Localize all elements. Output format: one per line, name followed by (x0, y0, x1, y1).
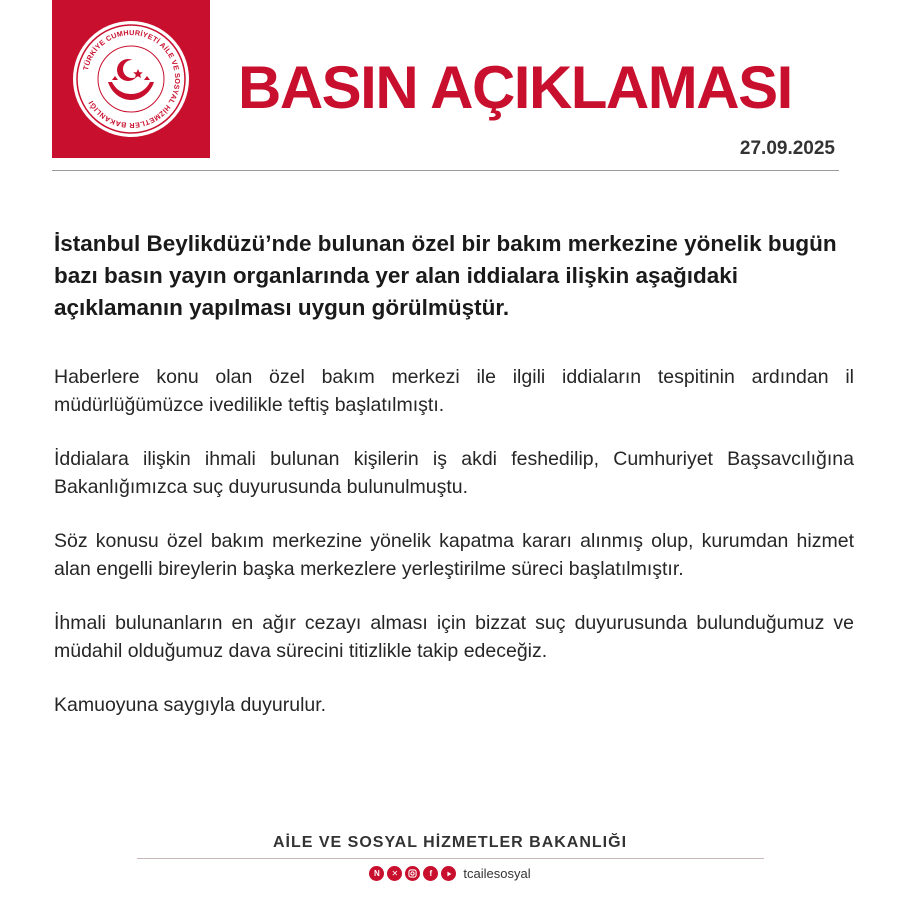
footer-ministry-name: AİLE VE SOSYAL HİZMETLER BAKANLIĞI (272, 834, 628, 851)
youtube-icon[interactable] (441, 866, 456, 881)
paragraph-criminal-complaint: İddialara ilişkin ihmali bulunan kişilerin iş akdi feshedilip, Cumhuriyet Başsavcılığına Bakanlığımızca suç duyurusunda bulunulmuştu. (54, 448, 854, 498)
release-date: 27.09.2025 (739, 138, 835, 159)
paragraph-inspection: Haberlere konu olan özel bakım merkezi ile ilgili iddiaların tespitinin ardından il müdürlüğümüzce ivedilikle teftiş başlatılmıştı. (54, 366, 854, 416)
x-icon[interactable]: ✕ (387, 866, 402, 881)
footer-divider (137, 858, 764, 859)
social-handle[interactable]: tcailesosyal (463, 866, 531, 881)
paragraph-follow-up: İhmali bulunanların en ağır cezayı alması için bizzat suç duyurusunda bulunduğumuz ve müdahil olduğumuz dava sürecini titizlikle takip edeceğiz. (54, 612, 854, 662)
lead-paragraph: İstanbul Beylikdüzü’nde bulunan özel bir bakım merkezine yönelik bugün bazı basın yayın organlarında yer alan iddialara ilişkin aşağıdaki açıklamanın yapılması uygun görülmüştür. (54, 231, 837, 320)
logo-ring-text: TÜRKİYE CUMHURİYETİ AİLE VE SOSYAL HİZMETLER BAKANLIĞI (80, 27, 183, 131)
ministry-emblem-icon (66, 14, 196, 144)
facebook-icon[interactable]: f (423, 866, 438, 881)
ministry-logo (52, 0, 210, 158)
social-links (0, 866, 900, 881)
closing-line: Kamuoyuna saygıyla duyurulur. (54, 694, 327, 716)
nsosyal-icon[interactable]: N (369, 866, 384, 881)
press-release-title: BASIN AÇIKLAMASI (238, 54, 792, 121)
instagram-icon[interactable] (405, 866, 420, 881)
statement-body (54, 228, 854, 745)
header-divider (52, 170, 839, 171)
paragraph-closure: Söz konusu özel bakım merkezine yönelik kapatma kararı alınmış olup, kurumdan hizmet alan engelli bireylerin başka merkezlere yerleştirilme süreci başlatılmıştır. (54, 530, 854, 580)
